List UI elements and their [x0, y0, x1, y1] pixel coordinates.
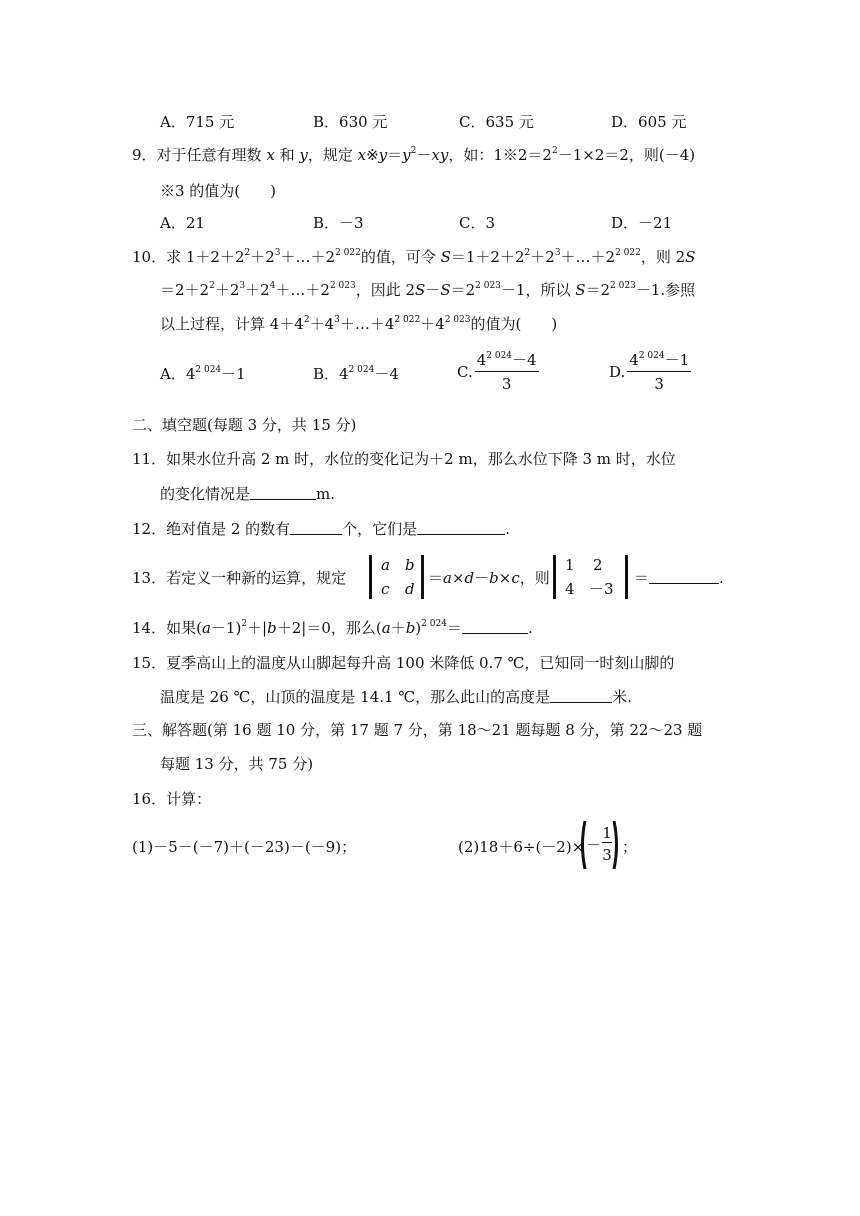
q16-part-2: (2)18＋6÷(－2)×	[458, 838, 585, 856]
q11-line-1: 11．如果水位升高 2 m 时，水位的变化记为＋2 m，那么水位下降 3 m 时，水位	[132, 450, 676, 468]
q10-line-1: 10．求 $1+2+2^2+2^3+\dots+2^{2 022}$的值，可令 $S=1+2+2^2+2^3+\dots+2^{2 022}$，则 2S	[132, 248, 696, 266]
q10-option-d-fraction: $\frac{4^{2 024}-1}{3}$	[629, 351, 690, 393]
q10-line-2: $=2+2^2+2^3+2^4+\dots+2^{2 023}$，因此 $2S-S=2^{2 023}-1$，所以 $S=2^{2 023}-1$.参照	[160, 281, 696, 299]
q9-option-a: A．21	[160, 214, 205, 232]
q16-title: 16．计算：	[132, 790, 212, 808]
q13-answer: ＝ .	[634, 569, 724, 587]
q10-option-c: C. $\frac{4^{2 024}-4}{3}$	[457, 351, 537, 393]
section-2-heading: 二、填空题(每题 3 分，共 15 分)	[132, 416, 357, 434]
q13-rule: ＝a×d－b×c，则	[428, 569, 550, 587]
q11-answer-blank[interactable]	[250, 485, 316, 500]
q14-line: 14．如果$(a-1)^2+|b+2|=0$，那么$(a+b)^{2 024}=$ .	[132, 619, 533, 637]
q8-option-b: B．630 元	[313, 113, 388, 131]
q13-lead: 13．若定义一种新的运算，规定	[132, 569, 347, 587]
q12-numbers-blank[interactable]	[417, 520, 505, 535]
q12-count-blank[interactable]	[290, 520, 342, 535]
q9-line-1: 9．对于任意有理数 x 和 y，规定 $x※y=y^2-xy$，如：$1※2=2^2-1\times 2=2$，则(－4)	[132, 146, 696, 164]
q9-option-b: B．－3	[313, 214, 364, 232]
q16-part-1: (1)－5－(－7)＋(－23)－(－9)；	[132, 838, 357, 856]
q13-answer-blank[interactable]	[649, 569, 719, 584]
q8-option-d: D．605 元	[611, 113, 687, 131]
q10-line-3: 以上过程，计算 $4+4^2+4^3+\dots+4^{2 022}+4^{2 023}$的值为( )	[160, 315, 558, 333]
q16-part-2-end: ；	[622, 838, 638, 856]
q10-option-c-fraction: $\frac{4^{2 024}-4}{3}$	[476, 351, 537, 393]
q14-answer-blank[interactable]	[462, 619, 528, 634]
q15-line-2: 温度是 26 ℃，山顶的温度是 14.1 ℃，那么此山的高度是 米.	[160, 688, 632, 706]
q15-answer-blank[interactable]	[550, 688, 612, 703]
q15-line-1: 15．夏季高山上的温度从山脚起每升高 100 米降低 0.7 ℃，已知同一时刻山脚的	[132, 654, 675, 672]
q11-line-2: 的变化情况是 m.	[160, 485, 336, 503]
q13-matrix-numbers: 1 2 4 －3	[553, 553, 629, 601]
q12-line: 12．绝对值是 2 的数有 个，它们是 .	[132, 520, 510, 538]
q9-option-d: D．－21	[611, 214, 673, 232]
section-3-heading: 三、解答题(第 16 题 10 分，第 17 题 7 分，第 18～21 题每题 8 分，第 22～23 题	[132, 721, 703, 739]
q8-option-c: C．635 元	[459, 113, 534, 131]
q16-part-2-bracket-term: － 1 3	[578, 818, 622, 872]
q9-option-c: C．3	[459, 214, 496, 232]
q10-option-a: A．$4^{2 024}-1$	[160, 365, 246, 383]
q13-matrix-abcd: a b c d	[369, 553, 425, 601]
q8-option-a: A．715 元	[160, 113, 235, 131]
q10-option-b: B．$4^{2 024}-4$	[313, 365, 399, 383]
q10-option-d: D. $\frac{4^{2 024}-1}{3}$	[609, 351, 690, 393]
section-3-heading-cont: 每题 13 分，共 75 分)	[160, 755, 314, 773]
q9-line-2: ※3 的值为( )	[160, 182, 277, 200]
